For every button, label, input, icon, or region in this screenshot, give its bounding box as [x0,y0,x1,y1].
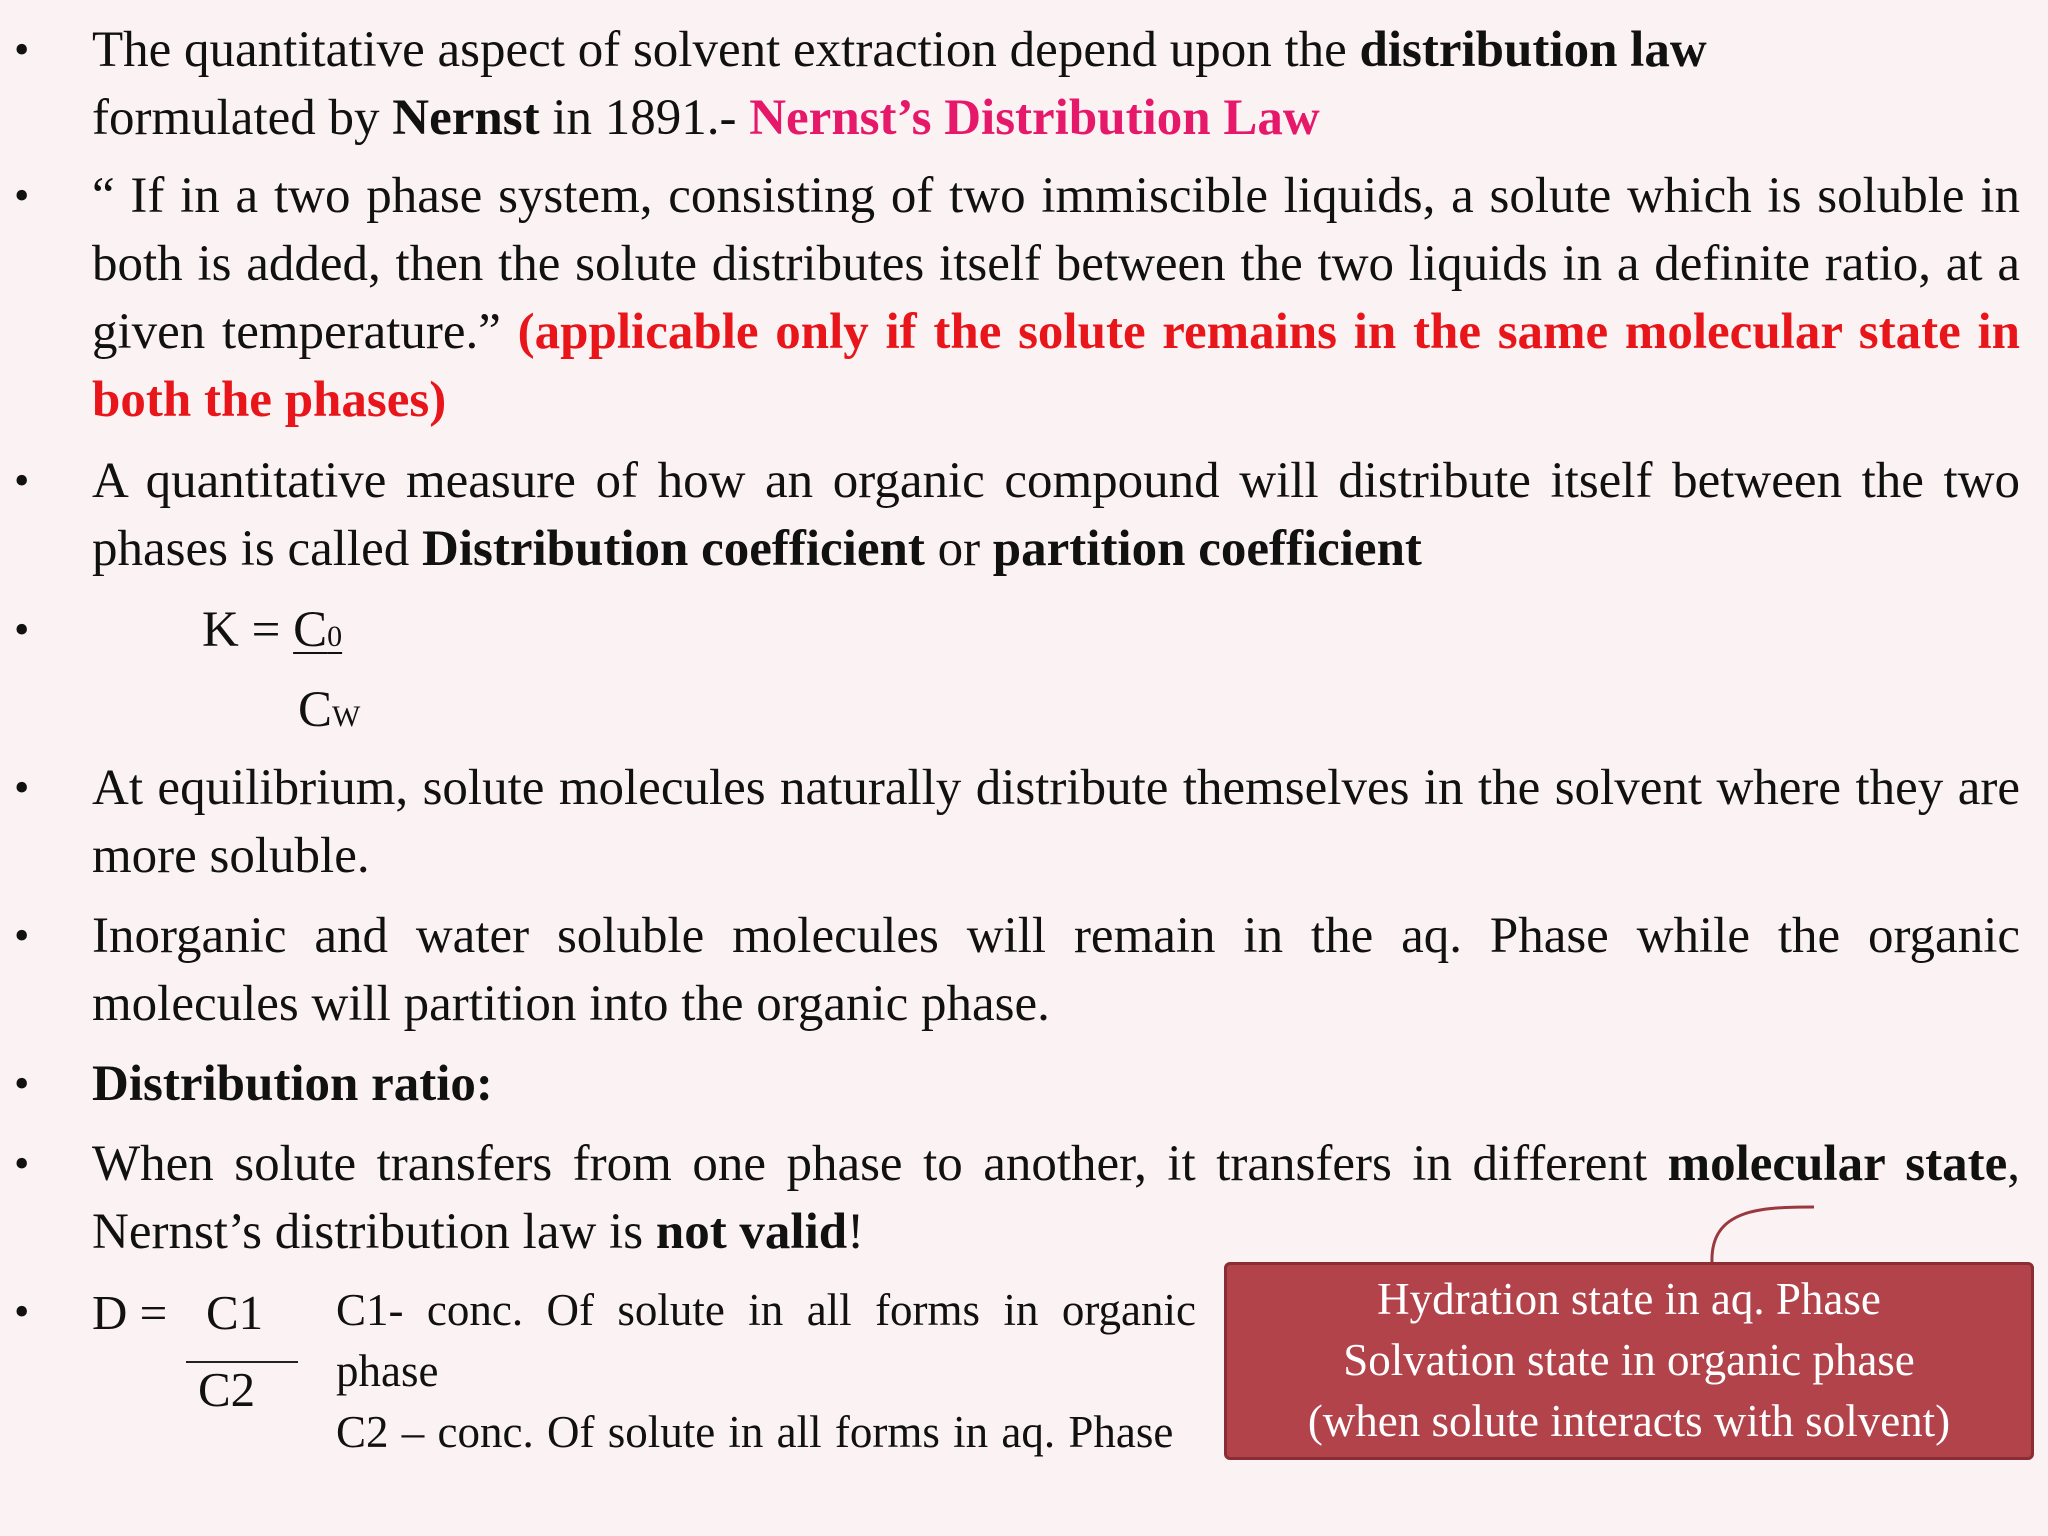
bullet-5-text: At equilibrium, solute molecules naturally distribute themselves in the solvent where they are more soluble. [92,760,2020,884]
bullet-1-text: The quantitative aspect of solvent extraction depend upon the distribution law formulated by Nernst in 1891.- Nernst’s Distribution Law [92,22,1707,146]
bullet-6-text: Inorganic and water soluble molecules will remain in the aq. Phase while the organic molecules will partition into the organic phase. [92,908,2020,1032]
applicability-note: (applicable only if the solute remains in the same molecular state in both the phases) [92,304,2020,428]
formula-d-c2-description: C2 – conc. Of solute in all forms in aq. Phase [336,1407,1174,1457]
formula-d-c1-description: C1- conc. Of solute in all forms in organic phase [336,1285,1196,1396]
bullet-marker: • [14,171,30,220]
bullet-marker: • [14,1059,30,1108]
bullet-marker: • [14,911,30,960]
callout-connector [1700,1195,1820,1267]
callout-line-3: (when solute interacts with solvent) [1307,1396,1951,1446]
bullet-3-text: A quantitative measure of how an organic compound will distribute itself between the two phases is called Distribution coefficient or partition coefficient [92,453,2020,577]
bullet-7-text: Distribution ratio: [92,1056,493,1112]
callout-box [1224,1262,2034,1460]
formula-d-denominator: C2 [198,1362,256,1417]
callout-line-2: Solvation state in organic phase [1343,1335,1915,1385]
bullet-marker: • [14,456,30,505]
bullet-2-text: “ If in a two phase system, consisting of two immiscible liquids, a solute which is soluble in both is added, then the solute distributes itself between the two liquids in a definite ratio, at a given temperature.” (applicable only if the solute remains in the same molecular state in both the phases) [92,168,2020,428]
bullet-marker: • [14,763,30,812]
formula-d-numerator: C1 [206,1285,264,1340]
bullet-marker: • [14,25,30,74]
bullet-marker: • [14,1287,30,1336]
callout-line-1: Hydration state in aq. Phase [1377,1274,1881,1324]
bullet-8-text: When solute transfers from one phase to another, it transfers in different molecular state, Nernst’s distribution law is not valid! [92,1136,2020,1260]
bullet-marker: • [14,1139,30,1188]
formula-d-lhs: D = [92,1285,168,1340]
bullet-marker: • [14,605,30,654]
formula-k-denominator: CW [298,682,361,738]
formula-k-numerator: K = C0 [202,602,343,658]
nernst-law-title: Nernst’s Distribution Law [749,90,1320,146]
